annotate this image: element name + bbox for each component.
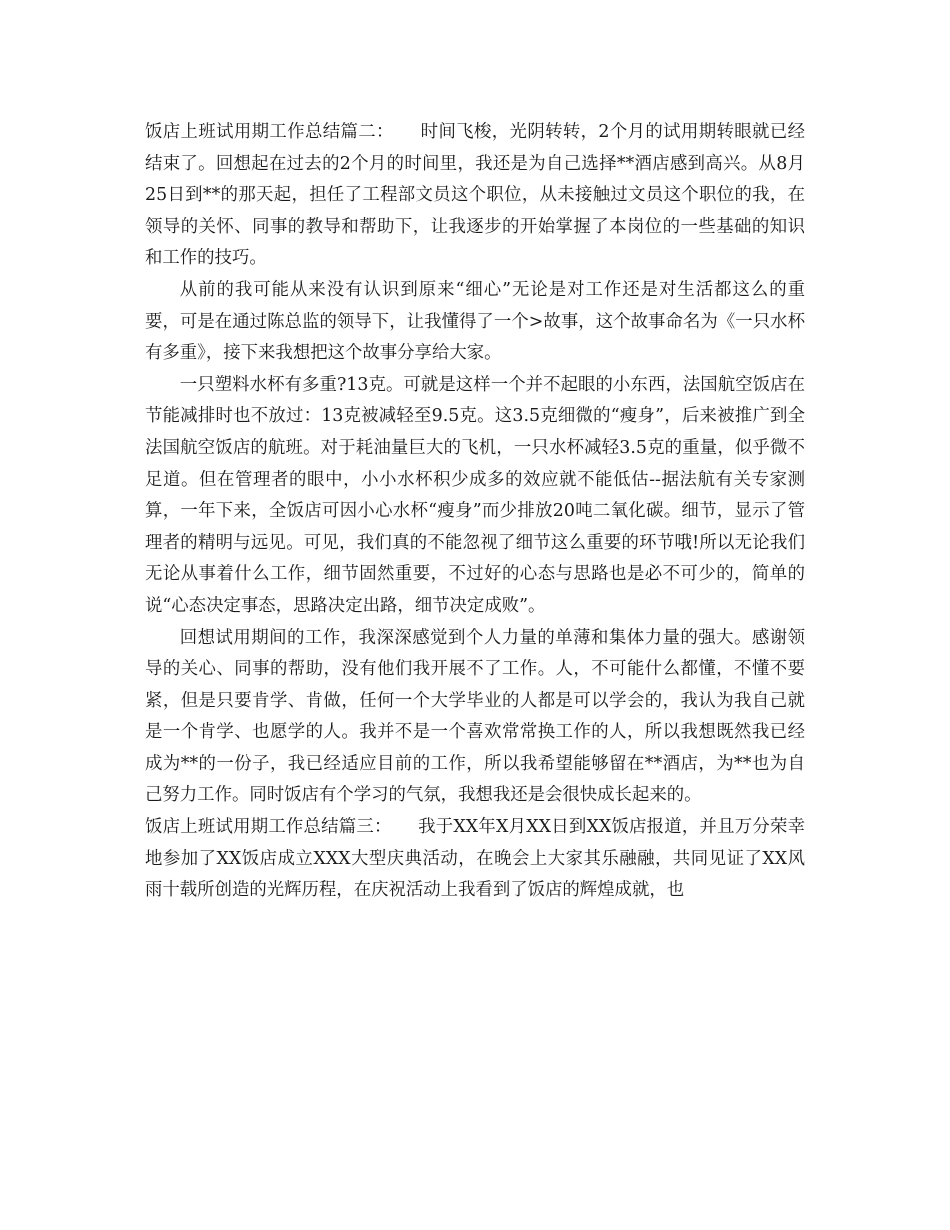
document-body (145, 117, 805, 907)
paragraph-probation-reflection: 回想试用期间的工作，我深深感觉到个人力量的单薄和集体力量的强大。感谢领导的关心、同事的帮助，没有他们我开展不了工作。人，不可能什么都懂，不懂不要紧，但是只要肯学、肯做，任何一个大学毕业的人都是可以学会的，我认为我自己就是一个肯学、也愿学的人。我并不是一个喜欢常常换工作的人，所以我想既然我已经成为**的一份子，我已经适应目前的工作，所以我希望能够留在**酒店，为**也为自己努力工作。同时饭店有个学习的气氛，我想我还是会很快成长起来的。 (145, 627, 805, 806)
paragraph-section-two-intro: 饭店上班试用期工作总结篇二： 时间飞梭，光阴转转，2个月的试用期转眼就已经结束了。回想起在过去的2个月的时间里，我还是为自己选择**酒店感到高兴。从8月25日到**的那天起，担任了工程部文员这个职位，从未接触过文员这个职位的我，在领导的关怀、同事的教导和帮助下，让我逐步的开始掌握了本岗位的一些基础的知识和工作的技巧。 (145, 122, 805, 269)
paragraph-section-three-intro: 饭店上班试用期工作总结篇三： 我于XX年X月XX日到XX饭店报道，并且万分荣幸地参加了XX饭店成立XXX大型庆典活动，在晚会上大家其乐融融，共同见证了XX风雨十载所创造的光辉历程，在庆祝活动上我看到了饭店的辉煌成就，也 (145, 817, 805, 901)
paragraph-attention-to-detail: 从前的我可能从来没有认识到原来“细心”无论是对工作还是对生活都这么的重要，可是在通过陈总监的领导下，让我懂得了一个>故事，这个故事命名为《一只水杯有多重》，接下来我想把这个故事分享给大家。 (145, 279, 805, 364)
paragraph-water-cup-story: 一只塑料水杯有多重?13克。可就是这样一个并不起眼的小东西，法国航空饭店在节能减排时也不放过：13克被减轻至9.5克。这3.5克细微的“瘦身”，后来被推广到全法国航空饭店的航班。对于耗油量巨大的飞机，一只水杯减轻3.5克的重量，似乎微不足道。但在管理者的眼中，小小水杯积少成多的效应就不能低估--据法航有关专家测算，一年下来，全饭店可因小心水杯“瘦身”而少排放20吨二氧化碳。细节，显示了管理者的精明与远见。可见，我们真的不能忽视了细节这么重要的环节哦!所以无论我们无论从事着什么工作，细节固然重要，不过好的心态与思路也是必不可少的，简单的说“心态决定事态，思路决定出路，细节决定成败”。 (145, 374, 805, 616)
